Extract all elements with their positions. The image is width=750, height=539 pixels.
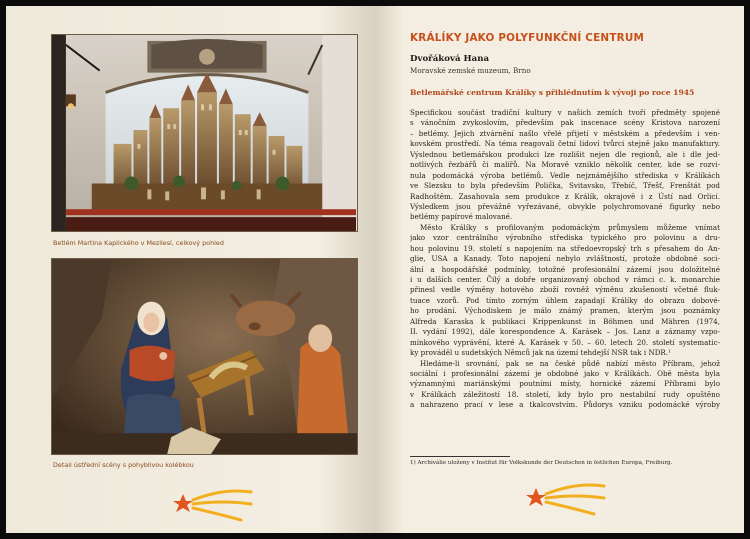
- body-line: významnými mariánskými poutními místy, hornické zázemí Příbrami bylo: [410, 379, 720, 389]
- comet-star-icon: [526, 480, 606, 516]
- body-line: nula podomácká výroba betlémů. Vedle nejznámějšího střediska v Králíkách: [410, 170, 720, 180]
- article-subtitle: Betlemářské centrum Králíky s přihlédnutím k vývoji po roce 1945: [410, 88, 695, 97]
- photo-caption-1: Betlém Martina Kaplického v Mezilesí, celkový pohled: [53, 239, 224, 247]
- body-line: hou polovinu 19. století s napojením na středoevropský trh s přesahem do An-: [410, 243, 720, 253]
- body-line: betlémy papírové malované.: [410, 212, 513, 222]
- article-heading: KRÁLÍKY JAKO POLYFUNKČNÍ CENTRUM: [410, 32, 644, 44]
- comet-star-icon: [173, 486, 253, 522]
- body-line: kovském prostředí. Na téma reagovali četní lidoví tvůrci stejně jako manufaktury.: [410, 139, 720, 149]
- body-line: a nahrazeno prací v lese a tkalcovstvím. Půdorys vzniku podomácké výroby: [410, 400, 720, 410]
- footnote: 1) Archiválie uloženy v Institut für Volkskunde der Deutschen in östlichen Europa, Freiburg.: [410, 460, 673, 466]
- body-line: i u dalších center. Čilý a dobře organizovaný obchod v rámci c. k. monarchie: [410, 275, 720, 284]
- body-line: II. vydání 1992), dále korespondence A. Karásek – Jos. Lanz a záznamy vzpo-: [410, 327, 720, 337]
- body-line: – betlémy. Jejich ztvárnění našlo vřelé přijetí v městském a především i ven-: [410, 128, 720, 138]
- body-line: notlivých řezbářů či malířů. Na Moravě vzniklo několik center, kde se rozvi-: [410, 160, 720, 170]
- body-line: ální a hospodářské podmínky, totožné profesionální zázemí jsou doložitelné: [410, 264, 720, 274]
- body-line: Radhoštěm. Zasahovala sem produkce z Králík, okrajově i z Ústí nad Orlicí.: [410, 191, 720, 201]
- photo-caption-2: Detail ústřední scény s pohyblivou kolébkou: [53, 461, 194, 469]
- article-body: [410, 108, 720, 411]
- nativity-detail-photo: [51, 258, 358, 455]
- body-line: ve Slezsku to byla především Polička, Svitavsko, Třebíč, Třešť, Frenštát pod: [410, 181, 720, 191]
- body-line: přinesl vedle výměny hotového zboží rovněž výměnu zkušeností včetně fluk-: [410, 285, 720, 295]
- body-line: Hledáme-li srovnání, pak se na české půdě nabízí město Příbram, jehož: [420, 358, 720, 368]
- body-line: s vánočním zvykoslovím, především pak inscenace scény Kristova narození: [410, 118, 720, 128]
- body-line: glie, USA a Kanady. Toto napojení nebylo zvláštností, protože obdobné soci-: [410, 254, 720, 264]
- body-line: Výsledkem jsou převážně vyřezávané, obvykle polychromované figurky nebo: [410, 201, 720, 211]
- nativity-overview-photo: [51, 34, 358, 232]
- left-page: [6, 6, 374, 533]
- body-line: Výslednou betlemářskou produkci lze rozlišit nejen dle regionů, ale i dle jed-: [410, 149, 720, 159]
- footnote-divider: [410, 456, 510, 457]
- body-line: sociální i profesionální zázemí je obdobné jako v Králíkách. Obě města byla: [410, 368, 720, 378]
- body-line: ky prováděl u sudetských Němců jak na území tehdejší NSR tak i NDR.¹: [410, 348, 671, 358]
- body-line: v Králíkách záležitostí 18. století, kdy bylo pro nestabilní rudy opuštěno: [410, 389, 720, 399]
- body-line: jako vzor centrálního výrobního střediska typického pro polovinu a dru-: [410, 233, 720, 243]
- body-line: mínkového vyprávění, které A. Karásek v 50. – 60. letech 20. století systematic-: [410, 337, 720, 347]
- body-line: ho prodání. Východiskem je málo známý pramen, kterým jsou poznámky: [410, 306, 720, 316]
- body-line: Specifickou součást tradiční kultury v našich zemích tvoří předměty spojené: [410, 108, 720, 117]
- article-author: Dvořáková Hana: [410, 54, 490, 64]
- body-line: tuace vzorů. Pod tímto zorným úhlem zapadají Králíky do obrazu dobové-: [410, 295, 720, 305]
- article-affiliation: Moravské zemské muzeum, Brno: [410, 66, 531, 75]
- body-line: Město Králíky s profilovaným podomáckým průmyslem můžeme vnímat: [420, 222, 720, 232]
- body-line: Alfreda Karaska k publikaci Krippenkunst in Böhmen und Mähren (1974,: [410, 316, 720, 326]
